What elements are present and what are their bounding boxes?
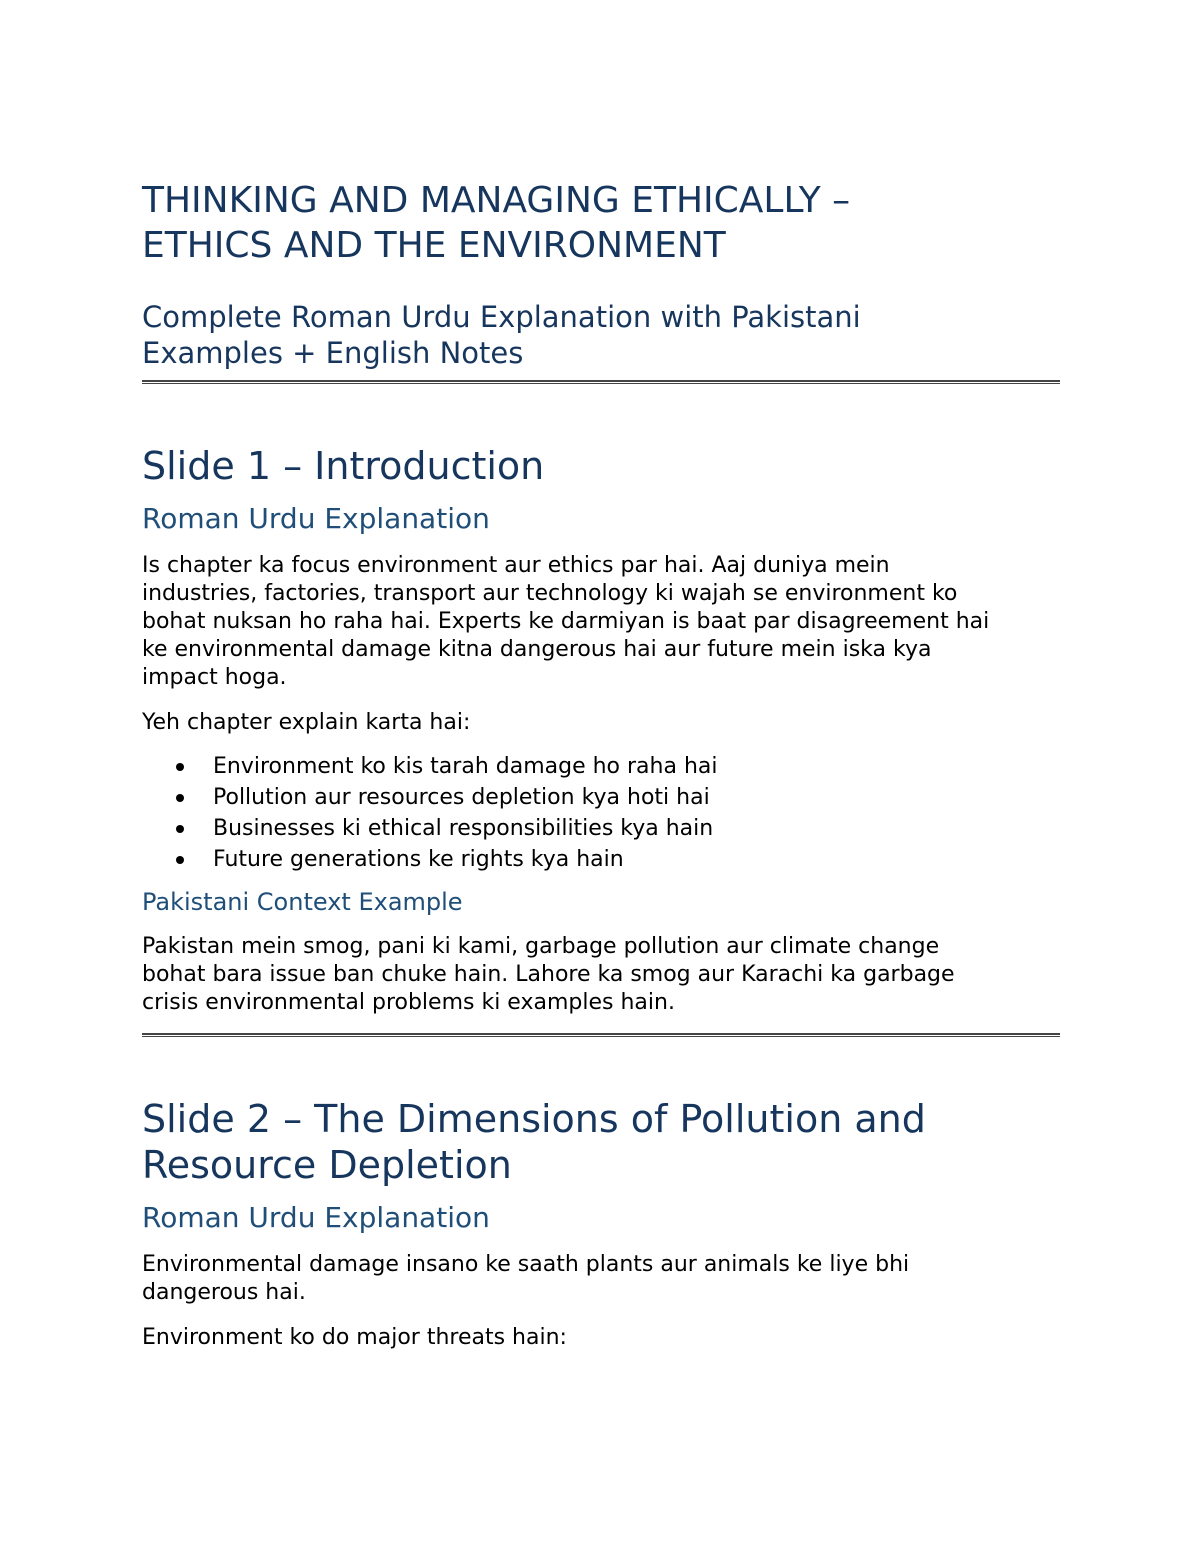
slide-2-heading-line-1: Slide 2 – The Dimensions of Pollution and xyxy=(142,1097,926,1141)
document-subtitle-line-1: Complete Roman Urdu Explanation with Pakistani xyxy=(142,300,861,334)
list-item xyxy=(142,844,1060,875)
slide-2-threats-intro: Environment ko do major threats hain: xyxy=(142,1325,567,1350)
slide-1-example-paragraph xyxy=(142,933,1060,1017)
paragraph-line: industries, factories, transport aur technology ki wajah se environment ko xyxy=(142,581,958,606)
slide-1-paragraph xyxy=(142,552,1060,692)
horizontal-divider xyxy=(142,380,1060,384)
horizontal-divider xyxy=(142,1033,1060,1037)
paragraph-line: impact hoga. xyxy=(142,665,287,690)
list-item-text: Businesses ki ethical responsibilities kya hain xyxy=(213,816,714,841)
slide-1-heading: Slide 1 – Introduction xyxy=(142,444,545,488)
slide-1-list-intro: Yeh chapter explain karta hai: xyxy=(142,710,471,735)
list-item xyxy=(142,751,1060,782)
list-item-text: Future generations ke rights kya hain xyxy=(213,847,624,872)
document-body xyxy=(142,178,1060,1352)
list-item xyxy=(142,782,1060,813)
paragraph-line: Pakistan mein smog, pani ki kami, garbage pollution aur climate change xyxy=(142,934,940,959)
paragraph-line: crisis environmental problems ki examples hain. xyxy=(142,990,675,1015)
document-title-line-1: THINKING AND MANAGING ETHICALLY – xyxy=(142,180,851,221)
paragraph-line: Is chapter ka focus environment aur ethics par hai. Aaj duniya mein xyxy=(142,553,890,578)
document-title-line-2: ETHICS AND THE ENVIRONMENT xyxy=(142,225,726,266)
slide-2-paragraph xyxy=(142,1251,1060,1307)
slide-2-heading-line-2: Resource Depletion xyxy=(142,1143,512,1187)
slide-1-bullet-list xyxy=(142,751,1060,875)
slide-1-section-heading: Roman Urdu Explanation xyxy=(142,502,490,535)
list-item-text: Pollution aur resources depletion kya hoti hai xyxy=(213,785,710,810)
document-title xyxy=(142,178,1060,268)
document-subtitle xyxy=(142,299,1060,371)
paragraph-line: bohat bara issue ban chuke hain. Lahore ka smog aur Karachi ka garbage xyxy=(142,962,955,987)
paragraph-line: ke environmental damage kitna dangerous hai aur future mein iska kya xyxy=(142,637,932,662)
paragraph-line: bohat nuksan ho raha hai. Experts ke darmiyan is baat par disagreement hai xyxy=(142,609,990,634)
paragraph-line: dangerous hai. xyxy=(142,1280,306,1305)
slide-2-section-heading: Roman Urdu Explanation xyxy=(142,1201,490,1234)
paragraph-line: Environmental damage insano ke saath plants aur animals ke liye bhi xyxy=(142,1252,910,1277)
bullet-icon xyxy=(176,856,184,864)
document-subtitle-line-2: Examples + English Notes xyxy=(142,336,524,370)
bullet-icon xyxy=(176,763,184,771)
bullet-icon xyxy=(176,794,184,802)
slide-2-heading xyxy=(142,1096,1060,1188)
slide-1-example-heading: Pakistani Context Example xyxy=(142,888,463,916)
list-item xyxy=(142,813,1060,844)
list-item-text: Environment ko kis tarah damage ho raha hai xyxy=(213,754,718,779)
bullet-icon xyxy=(176,825,184,833)
